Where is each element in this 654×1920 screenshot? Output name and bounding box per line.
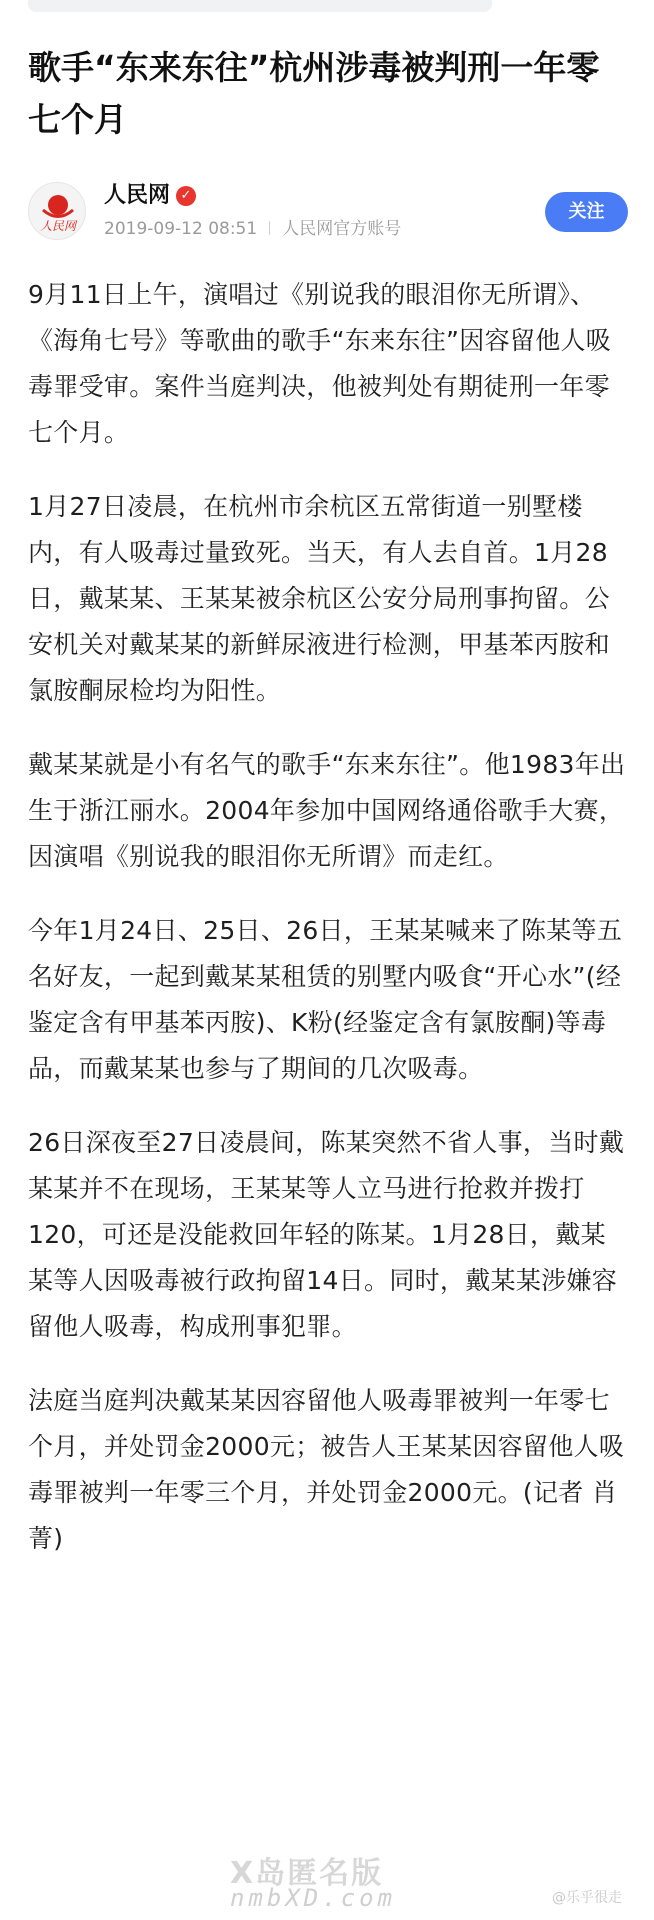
post-meta	[104, 218, 401, 240]
watermark-weibo: @乐乎很走	[552, 1890, 622, 1906]
verified-icon: ✓	[176, 186, 196, 206]
account-type: 人民网官方账号	[282, 219, 402, 239]
top-bar	[28, 0, 492, 12]
follow-button[interactable]: 关注	[545, 192, 628, 232]
article-paragraph: 戴某某就是小有名气的歌手“东来东往”。他1983年出生于浙江丽水。2004年参加中国网络通俗歌手大赛，因演唱《别说我的眼泪你无所谓》而走红。	[28, 750, 626, 871]
people-daily-logo-icon	[29, 183, 86, 240]
author-name[interactable]: 人民网	[104, 183, 171, 208]
svg-text:人民网: 人民网	[39, 219, 77, 233]
article-body	[28, 272, 626, 1590]
avatar[interactable]	[28, 182, 86, 240]
article-paragraph: 1月27日凌晨，在杭州市余杭区五常街道一别墅楼内，有人吸毒过量致死。当天，有人去自首。1月28日，戴某某、王某某被余杭区公安分局刑事拘留。公安机关对戴某某的新鲜尿液进行检测，甲基苯丙胺和氯胺酮尿检均为阳性。	[28, 492, 610, 705]
post-timestamp: 2019-09-12 08:51	[104, 219, 258, 239]
meta-divider	[269, 221, 270, 235]
article-paragraph: 今年1月24日、25日、26日，王某某喊来了陈某等五名好友，一起到戴某某租赁的别墅内吸食“开心水”(经鉴定含有甲基苯丙胺)、K粉(经鉴定含有氯胺酮)等毒品，而戴某某也参与了期间的几次吸毒。	[28, 916, 623, 1083]
author-row	[28, 180, 628, 244]
article-title: 歌手“东来东往”杭州涉毒被判刑一年零七个月	[28, 48, 600, 139]
watermark-site: X岛匿名版	[230, 1856, 384, 1891]
article-paragraph: 9月11日上午，演唱过《别说我的眼泪你无所谓》、《海角七号》等歌曲的歌手“东来东往”因容留他人吸毒罪受审。案件当庭判决，他被判处有期徒刑一年零七个月。	[28, 280, 612, 447]
watermark-domain: nmbXD.com	[230, 1884, 397, 1912]
article-paragraph: 法庭当庭判决戴某某因容留他人吸毒罪被判一年零七个月，并处罚金2000元；被告人王某某因容留他人吸毒罪被判一年零三个月，并处罚金2000元。(记者 肖菁)	[28, 1386, 625, 1553]
article-paragraph: 26日深夜至27日凌晨间，陈某突然不省人事，当时戴某某并不在现场，王某某等人立马进行抢救并拨打120，可还是没能救回年轻的陈某。1月28日，戴某某等人因吸毒被行政拘留14日。同时，戴某某涉嫌容留他人吸毒，构成刑事犯罪。	[28, 1128, 625, 1341]
